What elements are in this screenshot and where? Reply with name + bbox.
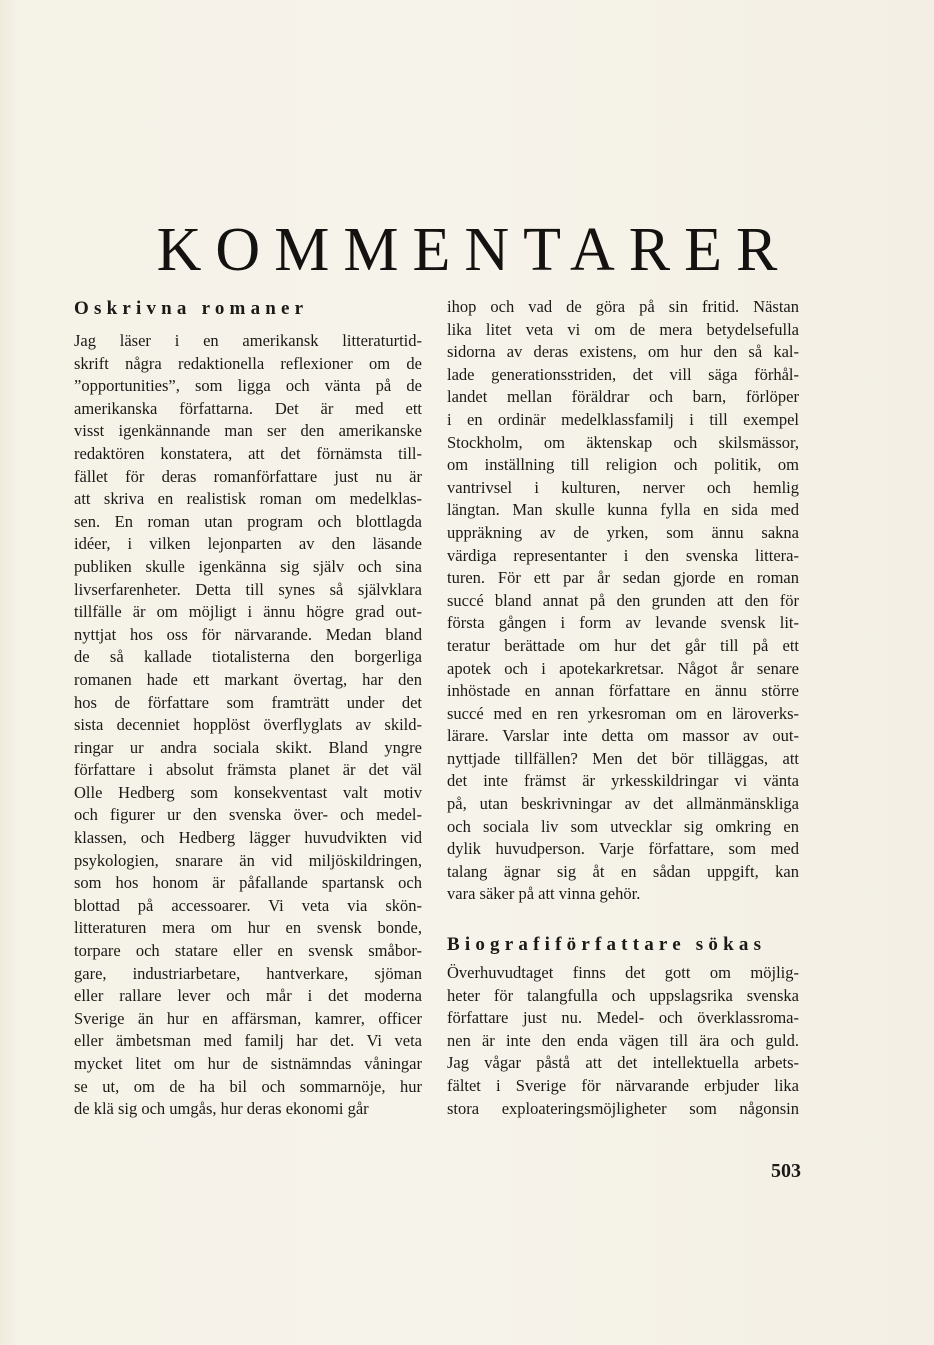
text-line: inhöstade en annan författare en ännu större xyxy=(447,681,799,701)
text-line: som hos honom är påfallande spartansk och xyxy=(74,873,422,893)
text-line: skrift några redaktionella reflexioner om de xyxy=(74,353,422,373)
text-line: om inställning till religion och politik, om xyxy=(447,455,799,475)
page-number: 503 xyxy=(771,1160,801,1182)
text-line: eller ämbetsman med familj har det. Vi veta xyxy=(74,1031,422,1051)
text-line: dylik huvudperson. Varje författare, som med xyxy=(447,839,799,859)
text-line: ringar ur andra sociala skikt. Bland yngre xyxy=(74,737,422,757)
text-line: Olle Hedberg som konsekventast valt motiv xyxy=(74,782,422,802)
text-line: lade generationsstriden, det vill säga förhål- xyxy=(447,364,799,384)
text-line: se ut, om de ha bil och sommarnöje, hur xyxy=(74,1076,422,1096)
text-line: publiken skulle igenkänna sig själv och sina xyxy=(74,556,422,576)
text-line: Överhuvudtaget finns det gott om möjlig- xyxy=(447,963,799,983)
text-line: klassen, och Hedberg lägger huvudvikten vid xyxy=(74,828,422,848)
text-line: Stockholm, om äktenskap och skilsmässor, xyxy=(447,432,799,452)
text-line: uppräkning av de yrken, som ännu sakna xyxy=(447,522,799,542)
text-line: Jag vågar påstå att det intellektuella arbets- xyxy=(447,1053,799,1073)
text-line: hos de författare som framträtt under det xyxy=(74,692,422,712)
text-line: apotek och i apotekarkretsar. Något år senare xyxy=(447,658,799,678)
text-line: i en ordinär medelklassfamilj i till exempel xyxy=(447,409,799,429)
text-line: värdiga representanter i den svenska littera- xyxy=(447,545,799,565)
section-heading-oskrivna-romaner: Oskrivna romaner xyxy=(74,298,309,319)
text-line: och sociala liv som utvecklar sig omkring en xyxy=(447,816,799,836)
text-line: litteraturen mera om hur en svensk bonde, xyxy=(74,918,422,938)
text-line: längtan. Man skulle kunna fylla en sida med xyxy=(447,500,799,520)
text-line: tillfälle är om möjligt i ännu högre grad out- xyxy=(74,602,422,622)
text-line: författare i absolut främsta planet är det väl xyxy=(74,760,422,780)
text-line: Sverige än hur en affärsman, kamrer, officer xyxy=(74,1008,422,1028)
text-line: sista decenniet hopplöst överflyglats av skild- xyxy=(74,715,422,735)
text-line: nyttjat hos oss för närvarande. Medan bland xyxy=(74,624,422,644)
text-line: lärare. Varslar inte detta om massor av out- xyxy=(447,726,799,746)
text-line: talang ägnar sig åt en sådan uppgift, kan xyxy=(447,861,799,881)
text-line: på, utan beskrivningar av det allmänmänskliga xyxy=(447,794,799,814)
text-line: och figurer ur den svenska över- och medel- xyxy=(74,805,422,825)
text-line: teratur berättade om hur det går till på ett xyxy=(447,635,799,655)
text-line: visst igenkännande man ser den amerikanske xyxy=(74,421,422,441)
text-line: de klä sig och umgås, hur deras ekonomi går xyxy=(74,1099,369,1119)
text-line: fältet i Sverige för närvarande erbjuder lika xyxy=(447,1076,799,1095)
text-line: vantrivsel i kulturen, nerver och hemlig xyxy=(447,477,799,497)
text-line: livserfarenheter. Detta till synes så självklara xyxy=(74,579,422,599)
text-line: sidorna av deras existens, om hur den så kal- xyxy=(447,342,799,362)
text-line: ”opportunities”, som ligga och vänta på de xyxy=(74,376,422,396)
text-line: lika litet veta vi om de mera betydelsefulla xyxy=(447,319,799,339)
section-heading-biografiforfattare-sokas: Biografiförfattare sökas xyxy=(447,934,767,956)
text-line: psykologien, snarare än vid miljöskildringen, xyxy=(74,850,422,870)
text-line: heter för talangfulla och uppslagsrika svenska xyxy=(447,985,799,1005)
text-line: torpare och statare eller en svensk småbor- xyxy=(74,941,422,961)
text-line: första gången i form av levande svensk lit- xyxy=(447,613,799,633)
text-line: eller rallare lever och mår i det moderna xyxy=(74,986,422,1006)
text-line: det inte främst är yrkesskildringar vi vänta xyxy=(447,771,799,791)
text-line: nyttjade tillfällen? Men det bör tilläggas, att xyxy=(447,748,799,768)
text-line: romanen hade ett markant övertag, har den xyxy=(74,669,422,689)
text-line: succé bland annat på den grunden att den för xyxy=(447,590,799,610)
text-line: att skriva en realistisk roman om medelklas- xyxy=(74,489,422,509)
page-title: KOMMENTARER xyxy=(156,215,792,284)
text-line: idéer, i vilken lejonparten av den läsande xyxy=(74,534,422,554)
right-column xyxy=(447,296,799,1120)
text-line: gare, industriarbetare, hantverkare, sjöman xyxy=(74,963,422,983)
paragraph-biografiforfattare-sokas xyxy=(447,962,799,1120)
text-line: vara säker på att vinna gehör. xyxy=(447,884,641,904)
paragraph-oskrivna-romaner xyxy=(74,330,422,1121)
text-line: amerikanska författarna. Det är med ett xyxy=(74,398,422,418)
section-spacer xyxy=(447,906,799,928)
text-line: de så kallade tiotalisterna den borgerliga xyxy=(74,647,422,667)
left-column xyxy=(74,296,422,1121)
text-line: fället för deras romanförfattare just nu är xyxy=(74,466,422,486)
text-line: nen är inte den enda vägen till ära och guld. xyxy=(447,1030,799,1050)
text-line: författare just nu. Medel- och överklassroma- xyxy=(447,1008,799,1028)
paragraph-oskrivna-romaner-continued xyxy=(447,296,799,906)
text-line: Jag läser i en amerikansk litteraturtid- xyxy=(74,331,422,350)
text-line: mycket litet om hur de sistnämndas våningar xyxy=(74,1054,422,1073)
text-line: sen. En roman utan program och blottlagda xyxy=(74,511,422,531)
text-line: redaktören konstatera, att det förnämsta till- xyxy=(74,443,422,463)
text-line: turen. För ett par år sedan gjorde en roman xyxy=(447,568,799,588)
text-line: blottad på accessoarer. Vi veta via skön- xyxy=(74,895,422,915)
text-line: stora exploateringsmöjligheter som någonsin xyxy=(447,1098,799,1118)
text-line: succé med en ren yrkesroman om en läroverks- xyxy=(447,703,799,723)
text-line: ihop och vad de göra på sin fritid. Nästan xyxy=(447,297,799,316)
text-line: landet mellan föräldrar och barn, förlöper xyxy=(447,387,799,407)
